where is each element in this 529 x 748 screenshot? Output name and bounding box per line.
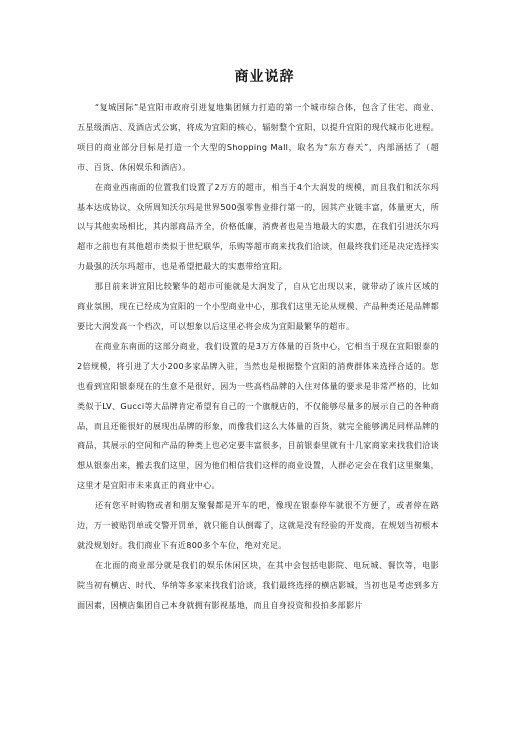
page-title: 商业说辞 (234, 69, 295, 85)
paragraph-supermarket-comparison: 那目前来讲宜阳比较繁华的超市可能就是大润发了，自从它出现以来，就带动了该片区域的商业氛围，现在已经成为宜阳的一个小型商业中心，那我们这里无论从规模、产品种类还是品牌都要比大润发高一个档次，可以想象以后这里必将会成为宜阳最繁华的超市。 (77, 281, 439, 331)
paragraph-intro: “复城国际”是宜阳市政府引进复地集团倾力打造的第一个城市综合体，包含了住宅、商业、五星级酒店、及酒店式公寓，将成为宜阳的核心，辐射整个宜阳，以提升宜阳的现代城市化进程。项目的商业部分目标是打造一个大型的Shopping Mall，取名为“东方春天”，内部涵括了（超市、百货、休闲娱乐和酒店）。 (77, 102, 439, 172)
paragraph-department-store: 在商业东南面的这部分商业，我们设置的是3万方体量的百货中心，它相当于现在宜阳银泰的2倍规模，将引进了大小200多家品牌入驻，当然也是根据整个宜阳的消费群体来选择合适的。您也看到宜阳银泰现在的生意不是很好，因为一些高档品牌的入住对体量的要求是非常严格的，比如类似于LV、Gucci等大品牌肯定希望有自己的一个旗舰店的，不仅能够尽量多的展示自己的各种商品，而且还能很好的展现出品牌的形象，而像我们这么大体量的百货，就完全能够满足同样品牌的商品，其展示的空间和产品的种类上也必定要丰富很多，目前银泰里就有十几家商家来找我们洽谈想从银泰出来，搬去我们这里，因为他们相信我们这样的商业设置，人群必定会在我们这里聚集，这里才是宜阳市未来真正的商业中心。 (77, 340, 439, 491)
paragraph-entertainment: 在北面的商业部分就是我们的娱乐休闲区块，在其中会包括电影院、电玩城、餐饮等，电影院当初有横店、时代、华纳等多家来找我们洽谈，我们最终选择的横店影城，当初也是考虑到多方面因素，因横店集团自己本身就拥有影视基地，而且自身投资和投拍多部影片 (77, 559, 439, 610)
paragraph-parking: 还有您平时购物或者和朋友聚餐都是开车的吧，像现在银泰停车就很不方便了，或者停在路边，万一被贴罚单或交警开罚单，就只能自认倒霉了，这就是没有经验的开发商，在规划当初根本就没规划好。我们商业下有近800多个车位，绝对充足。 (77, 500, 439, 550)
paragraph-supermarket: 在商业西南面的位置我们设置了2万方的超市，相当于4个大润发的规模，而且我们和沃尔玛基本达成协议，众所周知沃尔玛是世界500强零售业排行第一的，因其产业链丰富，体量更大，所以与其他卖场相比，其内部商品齐全，价格低廉，消费者也是当地最大的实惠，在我们引进沃尔玛超市之前也有其他超市类似于世纪联华，乐购等超市商来找我们洽谈，但最终我们还是决定选择实力最强的沃尔玛超市，也是希望把最大的实惠带给宜阳。 (77, 181, 439, 272)
document-body (77, 98, 439, 616)
